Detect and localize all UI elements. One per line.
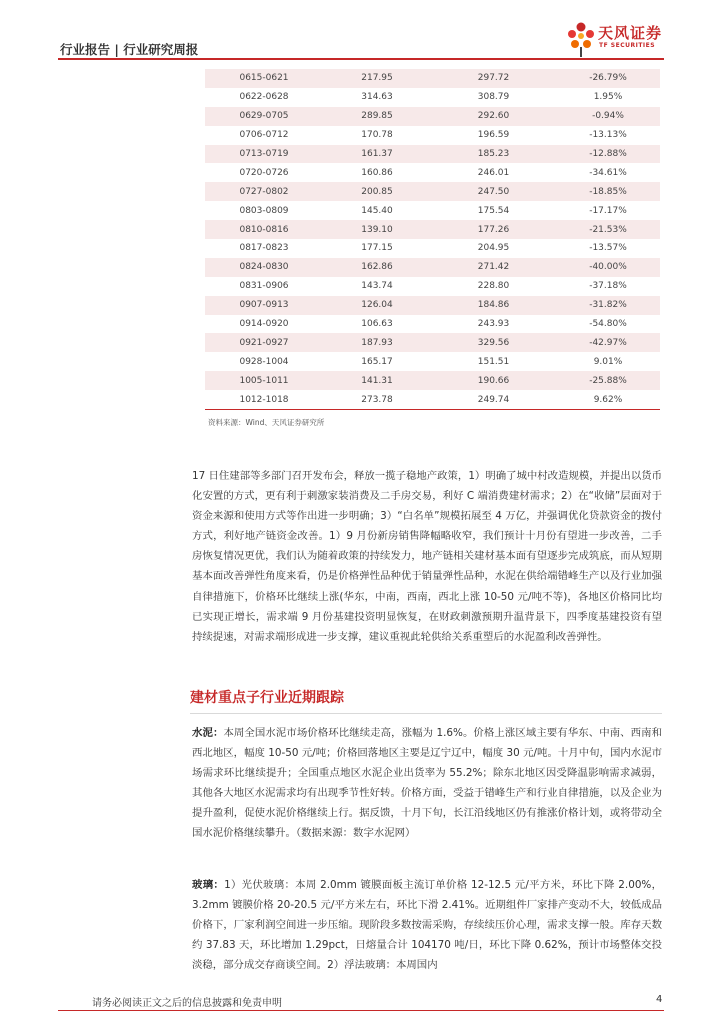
section-divider bbox=[190, 713, 662, 714]
table-cell: 187.93 bbox=[323, 333, 431, 352]
table-row bbox=[205, 258, 660, 277]
table-cell: 0810-0816 bbox=[205, 220, 323, 239]
table-cell: 1012-1018 bbox=[205, 390, 323, 409]
policy-paragraph: 17 日住建部等多部门召开发布会，释放一揽子稳地产政策，1）明确了城中村改造规模，并提出以货币化安置的方式，更有利于刺激家装消费及二手房交易，利好 C 端消费建材需求；2）在“收储”层面对于资金来源和使用方式等作出进一步明确；3）“白名单”规模拓展至 4 万亿，并强调优化贷款资金的拨付方式，利好地产链资金改善。1）9 月份新房销售降幅略收窄，我们预计十月份有望进一步改善，二手房恢复情况更优，我们认为随着政策的持续发力，地产链相关建材基本面有望逐步完成筑底，而从短期基本面改善弹性角度来看，仍是价格弹性品种优于销量弹性品种，水泥在供给端错峰生产以及行业加强自律措施下，价格环比继续上涨(华东，中南，西南，西北上涨 10-50 元/吨不等)，各地区价格同比均已实现正增长，需求端 9 月份基建投资明显恢复，在财政刺激预期升温背景下，四季度基建投资有望持续提速，对需求端形成进一步支撑，建议重视此轮供给关系重塑后的水泥盈利改善弹性。 bbox=[192, 470, 662, 643]
table-row bbox=[205, 277, 660, 296]
table-cell: -18.85% bbox=[556, 182, 660, 201]
table-row bbox=[205, 126, 660, 145]
table-cell: 161.37 bbox=[323, 145, 431, 164]
table-cell: 0824-0830 bbox=[205, 258, 323, 277]
table-row bbox=[205, 69, 660, 88]
cement-lead: 水泥： bbox=[192, 727, 224, 739]
table-cell: 292.60 bbox=[431, 107, 556, 126]
table-row bbox=[205, 239, 660, 258]
table-cell: 217.95 bbox=[323, 69, 431, 88]
table-cell: 0914-0920 bbox=[205, 315, 323, 334]
table-cell: 0727-0802 bbox=[205, 182, 323, 201]
table-bottom-rule bbox=[205, 409, 660, 410]
table-cell: 0706-0712 bbox=[205, 126, 323, 145]
table-cell: 184.86 bbox=[431, 296, 556, 315]
table-cell: -37.18% bbox=[556, 277, 660, 296]
page-number: 4 bbox=[656, 994, 663, 1005]
table-cell: 0928-1004 bbox=[205, 352, 323, 371]
brand-logo bbox=[565, 18, 675, 58]
table-cell: 162.86 bbox=[323, 258, 431, 277]
table-cell: 126.04 bbox=[323, 296, 431, 315]
table-cell: 165.17 bbox=[323, 352, 431, 371]
table-cell: 0803-0809 bbox=[205, 201, 323, 220]
table-cell: 170.78 bbox=[323, 126, 431, 145]
table-cell: -13.57% bbox=[556, 239, 660, 258]
table-row bbox=[205, 315, 660, 334]
table-cell: 196.59 bbox=[431, 126, 556, 145]
table-cell: 0907-0913 bbox=[205, 296, 323, 315]
table-cell: 329.56 bbox=[431, 333, 556, 352]
table-cell: 0831-0906 bbox=[205, 277, 323, 296]
table-row bbox=[205, 352, 660, 371]
table-source-note: 资料来源：Wind、天风证券研究所 bbox=[208, 418, 325, 427]
table-row bbox=[205, 163, 660, 182]
section-heading: 建材重点子行业近期跟踪 bbox=[190, 690, 344, 706]
table-cell: 139.10 bbox=[323, 220, 431, 239]
sales-data-table bbox=[205, 69, 660, 409]
table-cell: -42.97% bbox=[556, 333, 660, 352]
table-cell: 185.23 bbox=[431, 145, 556, 164]
table-cell: 0720-0726 bbox=[205, 163, 323, 182]
table-cell: -34.61% bbox=[556, 163, 660, 182]
table-cell: 190.66 bbox=[431, 371, 556, 390]
logo-name: 天风证券 bbox=[598, 24, 663, 42]
header-title: 行业报告 | 行业研究周报 bbox=[60, 42, 199, 57]
table-cell: 273.78 bbox=[323, 390, 431, 409]
table-cell: 1.95% bbox=[556, 88, 660, 107]
table-row bbox=[205, 296, 660, 315]
glass-text: 1）光伏玻璃：本周 2.0mm 镀膜面板主流订单价格 12-12.5 元/平方米，环比下降 2.00%，3.2mm 镀膜价格 20-20.5 元/平方米左右，环比下滑 2.41%。近期组件厂家排产变动不大，较低成品价格下，厂家利润空间进一步压缩。现阶段多数按需采购，存续续压价心理，需求支撑一般。库存天数约 37.83 天，环比增加 1.29pct，日熔量合计 104170 吨/日，环比下降 0.62%，预计市场整体交投淡稳，部分成交存商谈空间。2）浮法玻璃：本周国内 bbox=[192, 879, 662, 972]
footer-disclaimer: 请务必阅读正文之后的信息披露和免责申明 bbox=[92, 998, 282, 1009]
cement-paragraph bbox=[192, 723, 662, 844]
table-cell: 143.74 bbox=[323, 277, 431, 296]
table-row bbox=[205, 220, 660, 239]
table-cell: 141.31 bbox=[323, 371, 431, 390]
table-cell: 160.86 bbox=[323, 163, 431, 182]
logo-subtitle: TF SECURITIES bbox=[599, 42, 656, 49]
table-cell: -12.88% bbox=[556, 145, 660, 164]
table-cell: 106.63 bbox=[323, 315, 431, 334]
footer-divider bbox=[58, 1010, 664, 1011]
table-cell: 151.51 bbox=[431, 352, 556, 371]
table-row bbox=[205, 333, 660, 352]
table-cell: 177.26 bbox=[431, 220, 556, 239]
table-cell: 0629-0705 bbox=[205, 107, 323, 126]
table-cell: 289.85 bbox=[323, 107, 431, 126]
table-cell: 1005-1011 bbox=[205, 371, 323, 390]
table-cell: -31.82% bbox=[556, 296, 660, 315]
table-row bbox=[205, 145, 660, 164]
table-cell: 175.54 bbox=[431, 201, 556, 220]
table-row bbox=[205, 390, 660, 409]
table-cell: 271.42 bbox=[431, 258, 556, 277]
table-cell: 200.85 bbox=[323, 182, 431, 201]
table-cell: -13.13% bbox=[556, 126, 660, 145]
table-cell: 0817-0823 bbox=[205, 239, 323, 258]
table-cell: 9.01% bbox=[556, 352, 660, 371]
table-row bbox=[205, 201, 660, 220]
table-row bbox=[205, 182, 660, 201]
flower-logo-icon bbox=[565, 20, 597, 58]
table-cell: 0615-0621 bbox=[205, 69, 323, 88]
table-cell: 0622-0628 bbox=[205, 88, 323, 107]
table-cell: 308.79 bbox=[431, 88, 556, 107]
glass-paragraph bbox=[192, 875, 662, 975]
table-cell: 0921-0927 bbox=[205, 333, 323, 352]
table-cell: 247.50 bbox=[431, 182, 556, 201]
table-row bbox=[205, 371, 660, 390]
table-cell: 0713-0719 bbox=[205, 145, 323, 164]
header-divider bbox=[58, 58, 664, 60]
table-cell: -0.94% bbox=[556, 107, 660, 126]
glass-lead: 玻璃： bbox=[192, 879, 225, 891]
table-row bbox=[205, 107, 660, 126]
table-row bbox=[205, 88, 660, 107]
table-cell: 243.93 bbox=[431, 315, 556, 334]
table-cell: 249.74 bbox=[431, 390, 556, 409]
table-cell: -21.53% bbox=[556, 220, 660, 239]
cement-text: 本周全国水泥市场价格环比继续走高，涨幅为 1.6%。价格上涨区域主要有华东、中南、西南和西北地区，幅度 10-50 元/吨；价格回落地区主要是辽宁辽中，幅度 30 元/吨。十月中旬，国内水泥市场需求环比继续提升；全国重点地区水泥企业出货率为 55.2%；除东北地区因受降温影响需求减弱，其他各大地区水泥需求均有出现季节性好转。价格方面，受益于错峰生产和行业自律措施，以及企业为提升盈利，促使水泥价格继续上行。据反馈，十月下旬，长江沿线地区仍有推涨价格计划，或将带动全国水泥价格继续攀升。（数据来源：数字水泥网） bbox=[192, 727, 663, 840]
table-cell: -17.17% bbox=[556, 201, 660, 220]
table-cell: 246.01 bbox=[431, 163, 556, 182]
table-cell: 228.80 bbox=[431, 277, 556, 296]
table-cell: 297.72 bbox=[431, 69, 556, 88]
table-cell: -25.88% bbox=[556, 371, 660, 390]
table-cell: 145.40 bbox=[323, 201, 431, 220]
table-cell: 314.63 bbox=[323, 88, 431, 107]
table-cell: -54.80% bbox=[556, 315, 660, 334]
table-cell: -26.79% bbox=[556, 69, 660, 88]
table-cell: 9.62% bbox=[556, 390, 660, 409]
table-cell: 177.15 bbox=[323, 239, 431, 258]
table-cell: -40.00% bbox=[556, 258, 660, 277]
table-cell: 204.95 bbox=[431, 239, 556, 258]
